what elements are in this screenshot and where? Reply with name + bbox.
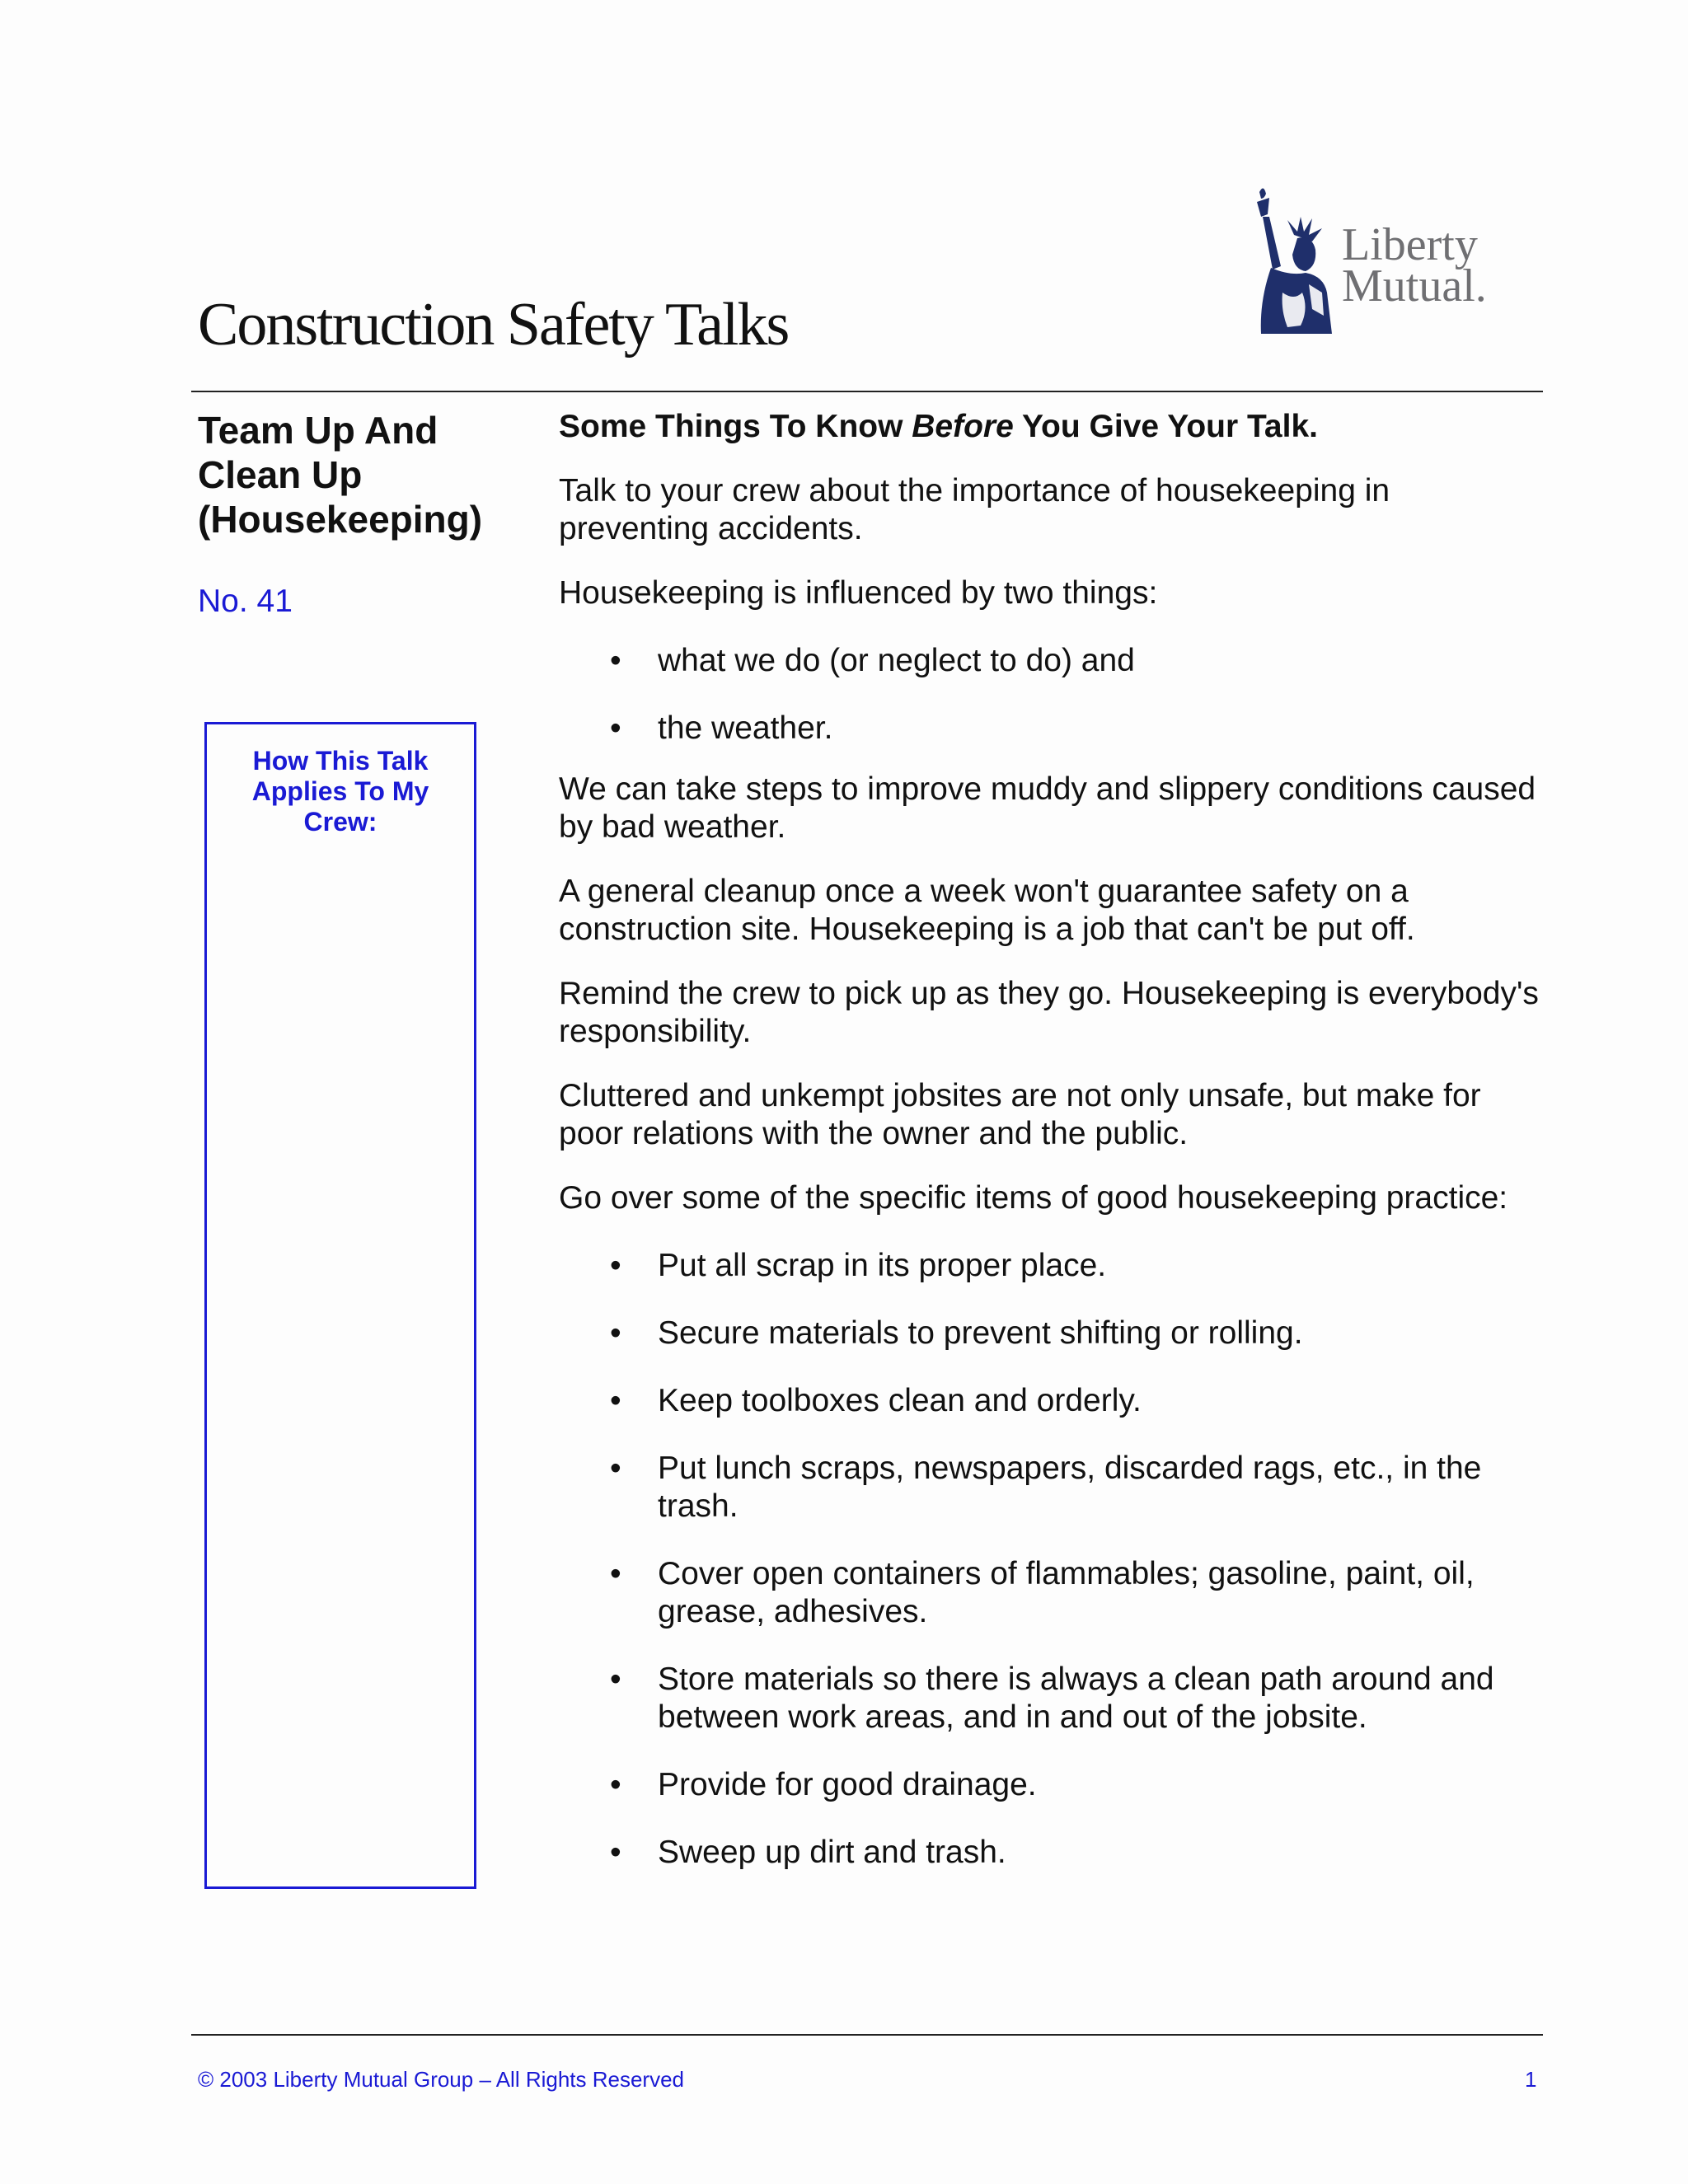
bullet-icon: • [610, 1451, 621, 1486]
statue-of-liberty-icon [1212, 169, 1533, 346]
list-item [559, 1661, 1548, 1736]
list-item [559, 1555, 1548, 1631]
influences-list [559, 642, 1548, 748]
list-item-text: what we do (or neglect to do) and [658, 643, 1135, 678]
copyright-text: © 2003 Liberty Mutual Group – All Rights Reserved [198, 2067, 685, 2092]
bullet-icon: • [610, 1661, 621, 1697]
list-item-text: Provide for good drainage. [658, 1767, 1037, 1802]
list-item-text: Secure materials to prevent shifting or rolling. [658, 1315, 1303, 1351]
page-number: 1 [1525, 2067, 1537, 2092]
paragraph-influences: Housekeeping is influenced by two things: [559, 575, 1158, 611]
talk-title: Team Up And Clean Up (Housekeeping) [198, 409, 483, 541]
paragraph-practice: Go over some of the specific items of good housekeeping practice: [559, 1180, 1508, 1216]
list-item-text: the weather. [658, 710, 833, 746]
list-item [559, 1766, 1548, 1804]
document-title: Construction Safety Talks [198, 291, 789, 359]
list-item-text: Put lunch scraps, newspapers, discarded rags, etc., in the trash. [658, 1451, 1482, 1524]
list-item-text: Sweep up dirt and trash. [658, 1835, 1006, 1870]
list-item-text: Put all scrap in its proper place. [658, 1248, 1107, 1283]
list-item [559, 1450, 1548, 1526]
paragraph-cluttered: Cluttered and unkempt jobsites are not only unsafe, but make for poor relations with the owner and the public. [559, 1078, 1481, 1151]
talk-number: No. 41 [198, 583, 293, 619]
heading-emphasis: Before [912, 409, 1014, 444]
bullet-icon: • [610, 1767, 621, 1802]
list-item [559, 1382, 1548, 1420]
talk-body [559, 408, 1548, 1872]
list-item-text: Keep toolboxes clean and orderly. [658, 1383, 1142, 1418]
bullet-icon: • [610, 643, 621, 678]
bullet-icon: • [610, 1315, 621, 1351]
bullet-icon: • [610, 1835, 621, 1870]
paragraph-remind: Remind the crew to pick up as they go. Housekeeping is everybody's responsibility. [559, 976, 1539, 1049]
logo-text-line2: Mutual. [1342, 260, 1487, 312]
list-item [559, 642, 1548, 680]
list-item-text: Store materials so there is always a clean path around and between work areas, and in and out of the jobsite. [658, 1661, 1494, 1735]
bullet-icon: • [610, 1383, 621, 1418]
practice-list [559, 1247, 1548, 1872]
list-item [559, 1315, 1548, 1352]
liberty-mutual-logo [1212, 169, 1533, 346]
paragraph-weather: We can take steps to improve muddy and slippery conditions caused by bad weather. [559, 771, 1536, 845]
paragraph-cleanup: A general cleanup once a week won't guarantee safety on a construction site. Housekeeping is a job that can't be put off. [559, 874, 1415, 947]
list-item [559, 1247, 1548, 1285]
crew-notes-label: How This Talk Applies To My Crew: [251, 746, 429, 837]
heading-part-1: Some Things To Know [559, 409, 912, 444]
crew-notes-box[interactable] [204, 722, 476, 1889]
list-item [559, 1834, 1548, 1872]
bullet-icon: • [610, 1556, 621, 1591]
talk-heading [559, 408, 1548, 446]
footer-divider [191, 2034, 1543, 2036]
logo-text-line1: Liberty [1342, 219, 1478, 270]
bullet-icon: • [610, 1248, 621, 1283]
paragraph-importance: Talk to your crew about the importance of housekeeping in preventing accidents. [559, 473, 1390, 546]
heading-part-2: You Give Your Talk. [1013, 409, 1318, 444]
header-divider [191, 391, 1543, 392]
list-item-text: Cover open containers of flammables; gasoline, paint, oil, grease, adhesives. [658, 1556, 1475, 1629]
list-item [559, 710, 1548, 748]
bullet-icon: • [610, 710, 621, 746]
